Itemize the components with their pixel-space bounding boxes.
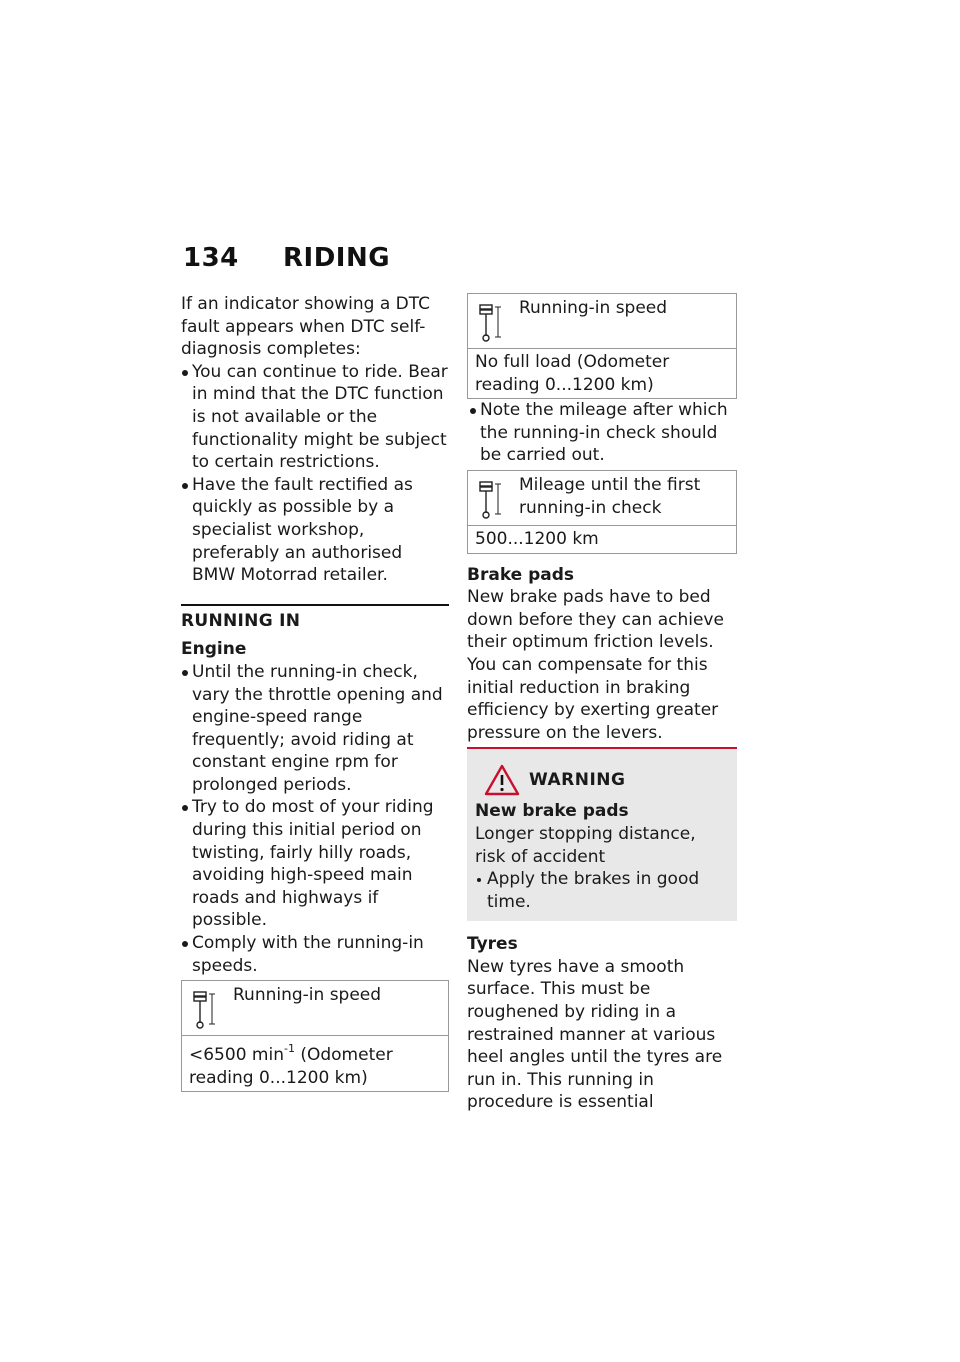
spec-value-exponent: -1 — [283, 1042, 295, 1056]
spec-table-running-in-speed — [181, 980, 449, 1092]
spec-value: 500...1200 km — [475, 528, 599, 549]
list-item: Have the fault rectified as quickly as possible by a specialist workshop, preferably an authorised BMW Motorrad retailer. — [181, 474, 449, 587]
spec-label: Mileage until the first running-in check — [519, 474, 701, 518]
tyres-title: Tyres — [467, 934, 518, 955]
list-item: Try to do most of your riding during this initial period on twisting, fairly hilly roads, avoiding high-speed main roads and highways if possible. — [181, 796, 449, 932]
spec-value-note: (Odometer reading 0...1200 km) — [189, 1045, 393, 1088]
chapter-title: RIDING — [283, 243, 391, 273]
page-header — [183, 243, 390, 273]
spec-value: No full load (Odometer reading 0...1200 km) — [475, 352, 670, 395]
brake-pads-title: Brake pads — [467, 564, 575, 585]
warning-triangle-icon — [483, 763, 521, 797]
warning-title: New brake pads — [475, 801, 629, 822]
page-number: 134 — [183, 243, 239, 273]
warning-text: Longer stopping distance, risk of accident — [475, 823, 696, 867]
warning-box — [467, 747, 737, 921]
piston-gauge-icon — [478, 480, 502, 520]
warning-action: Apply the brakes in good time. — [475, 868, 729, 913]
piston-gauge-icon — [478, 303, 502, 343]
spec-value-main: <6500 min — [189, 1045, 284, 1066]
section-title: RUNNING IN — [181, 604, 449, 633]
left-column — [181, 293, 449, 1092]
brake-pads-text: New brake pads have to bed down before they can achieve their optimum friction levels. You can compensate for this initial reduction in braking efficiency by exerting greater pressure on the levers. — [467, 587, 724, 743]
spec-label: Running-in speed — [233, 985, 382, 1006]
spec-table-no-full-load — [467, 293, 737, 399]
spec-label: Running-in speed — [519, 298, 668, 318]
spec-table-first-check-mileage — [467, 470, 737, 554]
engine-subtitle: Engine — [181, 639, 247, 660]
warning-label: WARNING — [529, 770, 626, 791]
list-item: Comply with the running-in speeds. — [181, 932, 449, 977]
tyres-text: New tyres have a smooth surface. This must be roughened by riding in a restrained manner at various heel angles until the tyres are run in. This running in procedure is essential — [467, 956, 723, 1113]
list-item: Note the mileage after which the running-in check should be carried out. — [469, 399, 737, 467]
intro-text: If an indicator showing a DTC fault appears when DTC self-diagnosis completes: — [181, 294, 431, 360]
list-item: You can continue to ride. Bear in mind that the DTC function is not available or the functionality might be subject to certain restrictions. — [181, 361, 449, 474]
piston-gauge-icon — [192, 990, 216, 1030]
spec-value — [182, 1036, 448, 1091]
right-column — [467, 293, 737, 1114]
list-item: Until the running-in check, vary the throttle opening and engine-speed range frequently; avoid riding at constant engine rpm for prolonged periods. — [181, 661, 449, 797]
